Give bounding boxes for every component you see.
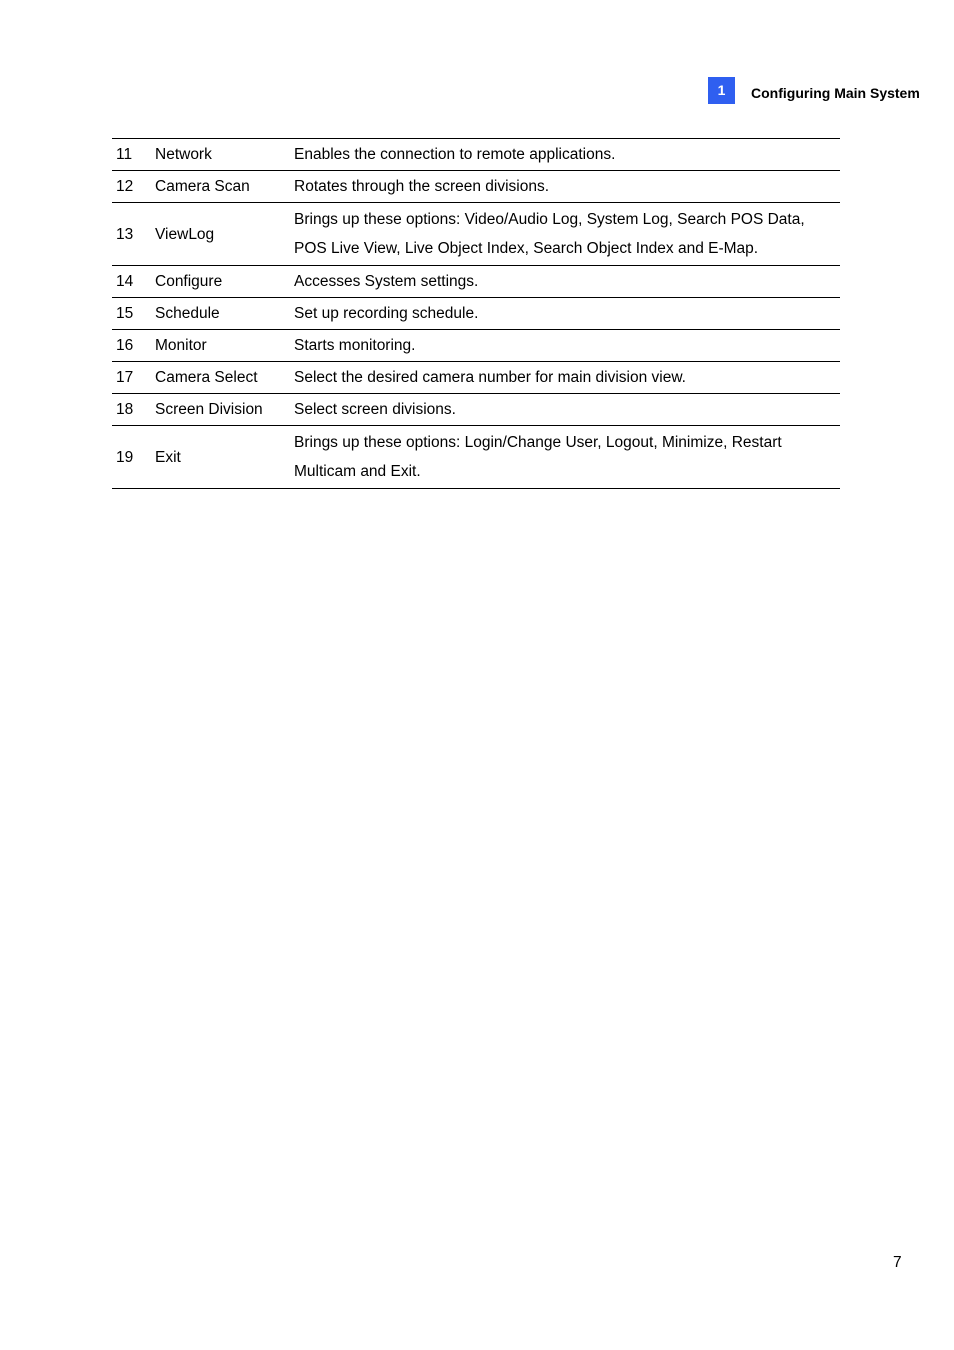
table-row — [112, 330, 840, 362]
row-number: 15 — [116, 305, 134, 322]
function-description: Accesses System settings. — [294, 273, 479, 290]
function-description: Rotates through the screen divisions. — [294, 178, 550, 195]
function-name: Network — [155, 146, 212, 163]
function-name: Camera Scan — [155, 178, 250, 195]
function-name: Monitor — [155, 337, 207, 354]
row-number: 11 — [116, 146, 133, 163]
function-name: Schedule — [155, 305, 220, 322]
table-row — [112, 171, 840, 203]
row-number: 19 — [116, 448, 134, 466]
function-name: Configure — [155, 273, 223, 290]
function-name: Camera Select — [155, 369, 258, 386]
function-table — [112, 138, 840, 489]
function-name: Screen Division — [155, 401, 263, 418]
page-number: 7 — [893, 1254, 902, 1271]
table-row — [112, 426, 840, 489]
row-number: 12 — [116, 178, 134, 195]
table-row — [112, 203, 840, 266]
row-number: 13 — [116, 225, 134, 243]
chapter-number-badge: 1 — [708, 77, 735, 104]
table-row — [112, 266, 840, 298]
function-description: Select screen divisions. — [294, 401, 456, 418]
function-description: Select the desired camera number for main division view. — [294, 369, 686, 386]
function-description: Enables the connection to remote applications. — [294, 146, 616, 163]
chapter-title: Configuring Main System — [751, 85, 920, 101]
table-row — [112, 362, 840, 394]
function-name: ViewLog — [155, 225, 215, 243]
row-number: 18 — [116, 401, 134, 418]
table-row — [112, 394, 840, 426]
table-row — [112, 298, 840, 330]
row-number: 16 — [116, 337, 134, 354]
function-description: Brings up these options: Login/Change User, Logout, Minimize, Restart Multicam and Exit. — [294, 434, 782, 480]
row-number: 14 — [116, 273, 134, 290]
table-row — [112, 139, 840, 171]
function-description: Starts monitoring. — [294, 337, 416, 354]
function-description: Set up recording schedule. — [294, 305, 479, 322]
function-name: Exit — [155, 448, 181, 466]
function-description: Brings up these options: Video/Audio Log, System Log, Search POS Data, POS Live View, Live Object Index, Search Object Index and E-Map. — [294, 211, 805, 257]
row-number: 17 — [116, 369, 134, 386]
